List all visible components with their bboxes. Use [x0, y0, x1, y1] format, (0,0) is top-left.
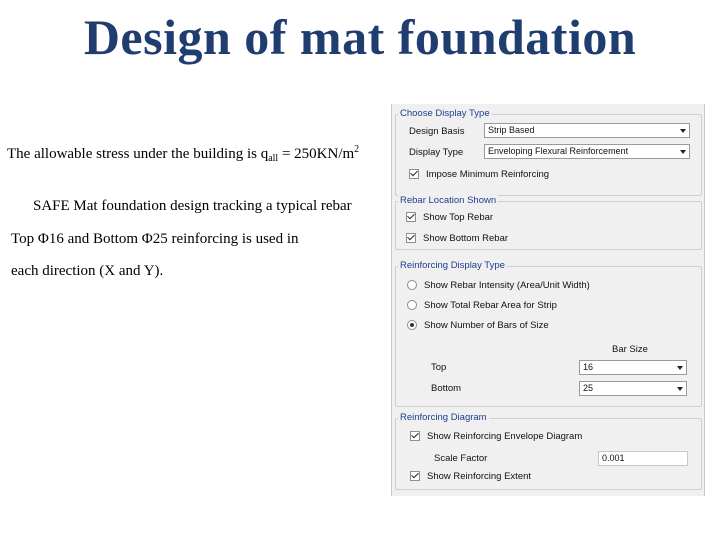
bottom-bar-size-value: 25 — [583, 383, 594, 393]
safe-tracking-text: SAFE Mat foundation design tracking a typical rebar — [33, 198, 352, 214]
safe-display-options-panel — [391, 104, 705, 496]
show-envelope-checkbox[interactable] — [410, 431, 420, 441]
top-bar-label: Top — [431, 362, 447, 373]
rebar-intensity-label: Show Rebar Intensity (Area/Unit Width) — [424, 280, 590, 291]
design-basis-dropdown[interactable] — [484, 123, 690, 138]
reinforcing-diagram-group-title: Reinforcing Diagram — [400, 412, 487, 423]
allowable-stress-subscript: all — [268, 153, 279, 164]
number-of-bars-label: Show Number of Bars of Size — [424, 320, 549, 331]
show-envelope-label: Show Reinforcing Envelope Diagram — [427, 431, 583, 442]
chevron-down-icon — [680, 150, 686, 154]
allowable-stress-text — [7, 144, 359, 164]
impose-minimum-label: Impose Minimum Reinforcing — [426, 169, 550, 180]
scale-factor-value: 0.001 — [602, 453, 625, 463]
total-rebar-area-label: Show Total Rebar Area for Strip — [424, 300, 557, 311]
scale-factor-label: Scale Factor — [434, 453, 488, 464]
reinforcing-diagram-group — [395, 412, 702, 490]
scale-factor-input[interactable] — [598, 451, 688, 466]
show-top-rebar-label: Show Top Rebar — [423, 212, 494, 223]
chevron-down-icon — [677, 366, 683, 370]
rebar-intensity-radio[interactable] — [407, 280, 417, 290]
chevron-down-icon — [680, 129, 686, 133]
design-basis-label: Design Basis — [409, 126, 465, 137]
display-type-value: Enveloping Flexural Reinforcement — [488, 146, 629, 156]
top-bar-size-value: 16 — [583, 362, 594, 372]
allowable-stress-value: = 250KN/m — [278, 146, 355, 162]
display-type-group — [395, 108, 702, 196]
display-type-dropdown[interactable] — [484, 144, 690, 159]
bar-size-header: Bar Size — [612, 344, 648, 355]
bottom-bar-size-dropdown[interactable] — [579, 381, 687, 396]
show-bottom-rebar-label: Show Bottom Rebar — [423, 233, 509, 244]
show-extent-label: Show Reinforcing Extent — [427, 471, 532, 482]
rebar-location-group — [395, 195, 702, 250]
allowable-stress-superscript: 2 — [354, 144, 360, 155]
chevron-down-icon — [677, 387, 683, 391]
rebar-size-text: Top Φ16 and Bottom Φ25 reinforcing is used in — [11, 231, 299, 247]
bottom-bar-label: Bottom — [431, 383, 462, 394]
top-bar-size-dropdown[interactable] — [579, 360, 687, 375]
reinforcing-display-group — [395, 260, 702, 407]
design-basis-value: Strip Based — [488, 125, 535, 135]
show-top-rebar-checkbox[interactable] — [406, 212, 416, 222]
display-type-label: Display Type — [409, 147, 464, 158]
total-rebar-area-radio[interactable] — [407, 300, 417, 310]
show-extent-checkbox[interactable] — [410, 471, 420, 481]
impose-minimum-checkbox[interactable] — [409, 169, 419, 179]
direction-text: each direction (X and Y). — [11, 263, 164, 279]
reinforcing-display-group-title: Reinforcing Display Type — [400, 260, 505, 271]
display-type-group-title: Choose Display Type — [400, 108, 490, 119]
allowable-stress-prefix: The allowable stress under the building is q — [7, 146, 269, 162]
show-bottom-rebar-checkbox[interactable] — [406, 233, 416, 243]
slide-title: Design of mat foundation — [83, 9, 637, 65]
number-of-bars-radio[interactable] — [407, 320, 417, 330]
rebar-location-group-title: Rebar Location Shown — [400, 195, 497, 206]
